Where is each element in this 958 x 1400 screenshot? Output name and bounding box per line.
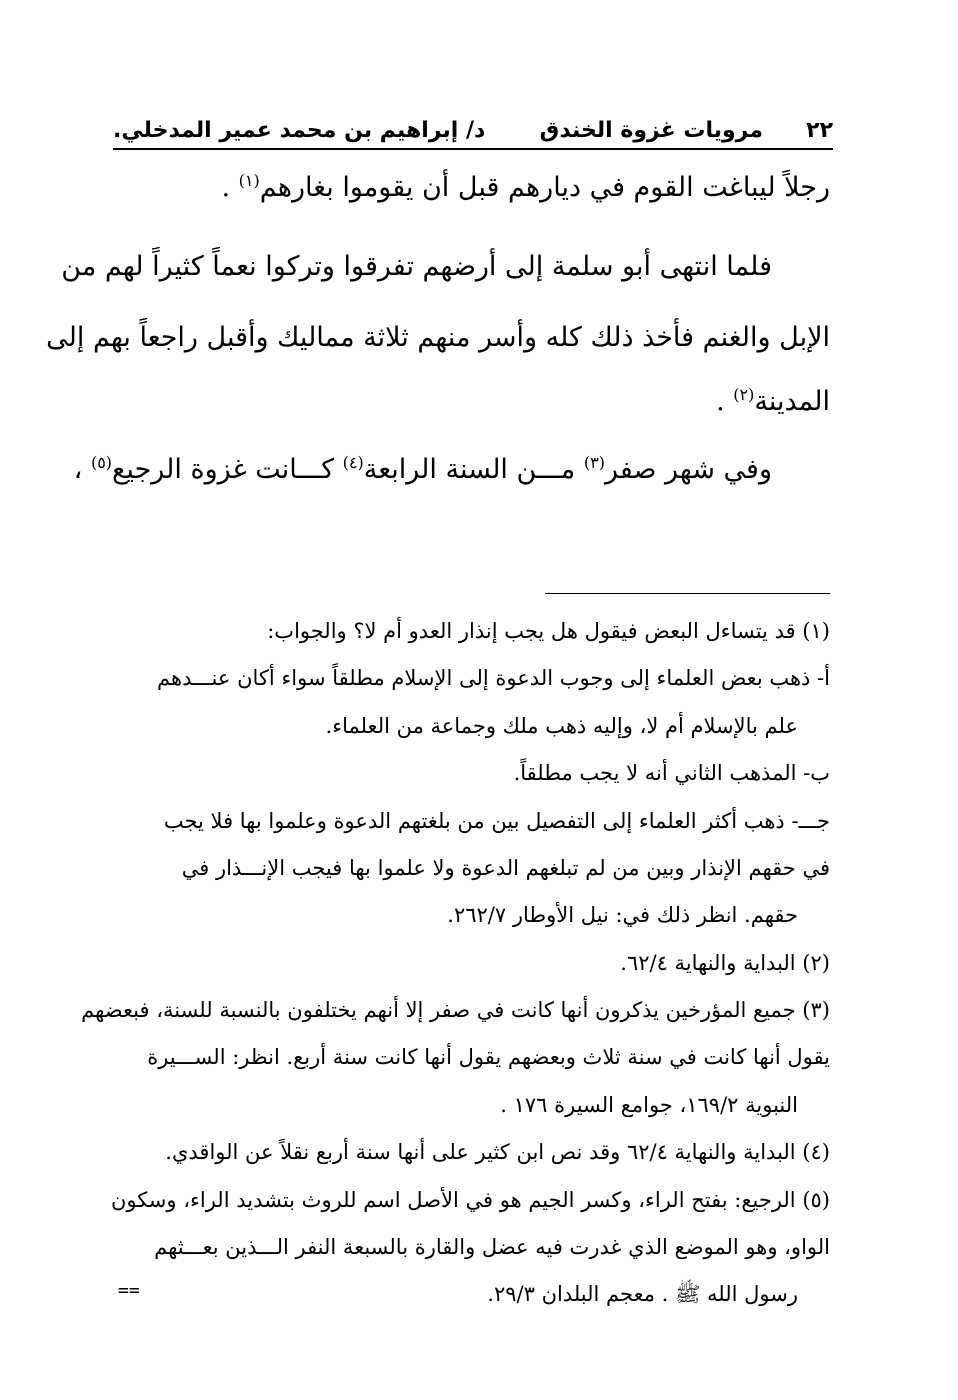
footnote-ref-1: (١) <box>238 171 260 190</box>
footnote-ref-3: (٣) <box>583 453 605 472</box>
body-line-5: وفي شهر صفر$^{(٣)}$ مـــن السنة الرابعة$^{(٤)}$ كـــانت غزوة الرجيع$^{(٥)}$ ، <box>73 453 772 485</box>
page-header <box>113 118 833 148</box>
footnote-1c-line-3: حقهم. انظر ذلك في: نيل الأوطار ٢٦٢/٧. <box>447 903 798 927</box>
footnote-divider <box>545 593 830 594</box>
footnote-ref-4: (٤) <box>342 453 364 472</box>
footnote-5-line-1: (٥) الرجيع: بفتح الراء، وكسر الجيم هو في الأصل اسم للروث بتشديد الراء، وسكون <box>110 1188 830 1212</box>
footnote-1a-line-1: أ- ذهب بعض العلماء إلى وجوب الدعوة إلى الإسلام مطلقاً سواء أكان عنـــدهم <box>157 666 830 690</box>
author-name: د/ إبراهيم بن محمد عمير المدخلي. <box>113 118 486 143</box>
footnote-1a-line-2: علم بالإسلام أم لا، وإليه ذهب ملك وجماعة من العلماء. <box>325 714 798 738</box>
body-line-4: المدينة$^{(٢)}$ . <box>716 385 830 417</box>
header-divider <box>113 148 833 150</box>
footnote-ref-2: (٢) <box>733 385 755 404</box>
book-title: مرويات غزوة الخندق <box>539 118 763 143</box>
footnote-ref-5: (٥) <box>90 453 113 472</box>
footnote-5-line-3: رسول الله ﷺ . معجم البلدان ٢٩/٣. <box>487 1282 798 1306</box>
continuation-mark: == <box>118 1280 140 1301</box>
footnote-1c-line-2: في حقهم الإنذار وبين من لم تبلغهم الدعوة ولا علموا بها فيجب الإنـــذار في <box>181 856 830 880</box>
footnote-2: (٢) البداية والنهاية ٦٢/٤. <box>620 951 830 975</box>
footnote-3-line-3: النبوية ١٦٩/٢، جوامع السيرة ١٧٦ . <box>500 1093 798 1117</box>
page-number: ٢٢ <box>806 118 833 143</box>
body-line-1: رجلاً ليباغت القوم في ديارهم قبل أن يقوموا بغارهم$^{(١)}$ . <box>221 171 830 203</box>
footnote-1: (١) قد يتساءل البعض فيقول هل يجب إنذار العدو أم لا؟ والجواب: <box>267 619 830 643</box>
footnote-5-line-2: الواو، وهو الموضع الذي غدرت فيه عضل والقارة بالسبعة النفر الـــذين بعـــثهم <box>154 1235 830 1259</box>
footnote-3-line-1: (٣) جميع المؤرخين يذكرون أنها كانت في صفر إلا أنهم يختلفون بالنسبة للسنة، فبعضهم <box>81 998 830 1022</box>
footnote-3-line-2: يقول أنها كانت في سنة ثلاث وبعضهم يقول أنها كانت سنة أربع. انظر: الســـيرة <box>147 1045 830 1069</box>
footnote-1c-line-1: جـــ- ذهب أكثر العلماء إلى التفصيل بين من بلغتهم الدعوة وعلموا بها فلا يجب <box>163 809 830 833</box>
footnote-4: (٤) البداية والنهاية ٦٢/٤ وقد نص ابن كثير على أنها سنة أربع نقلاً عن الواقدي. <box>165 1140 830 1164</box>
body-line-3: الإبل والغنم فأخذ ذلك كله وأسر منهم ثلاثة مماليك وأقبل راجعاً بهم إلى <box>46 322 830 353</box>
footnote-1b: ب- المذهب الثاني أنه لا يجب مطلقاً. <box>513 761 830 785</box>
body-line-2: فلما انتهى أبو سلمة إلى أرضهم تفرقوا وتركوا نعماً كثيراً لهم من <box>61 251 772 282</box>
